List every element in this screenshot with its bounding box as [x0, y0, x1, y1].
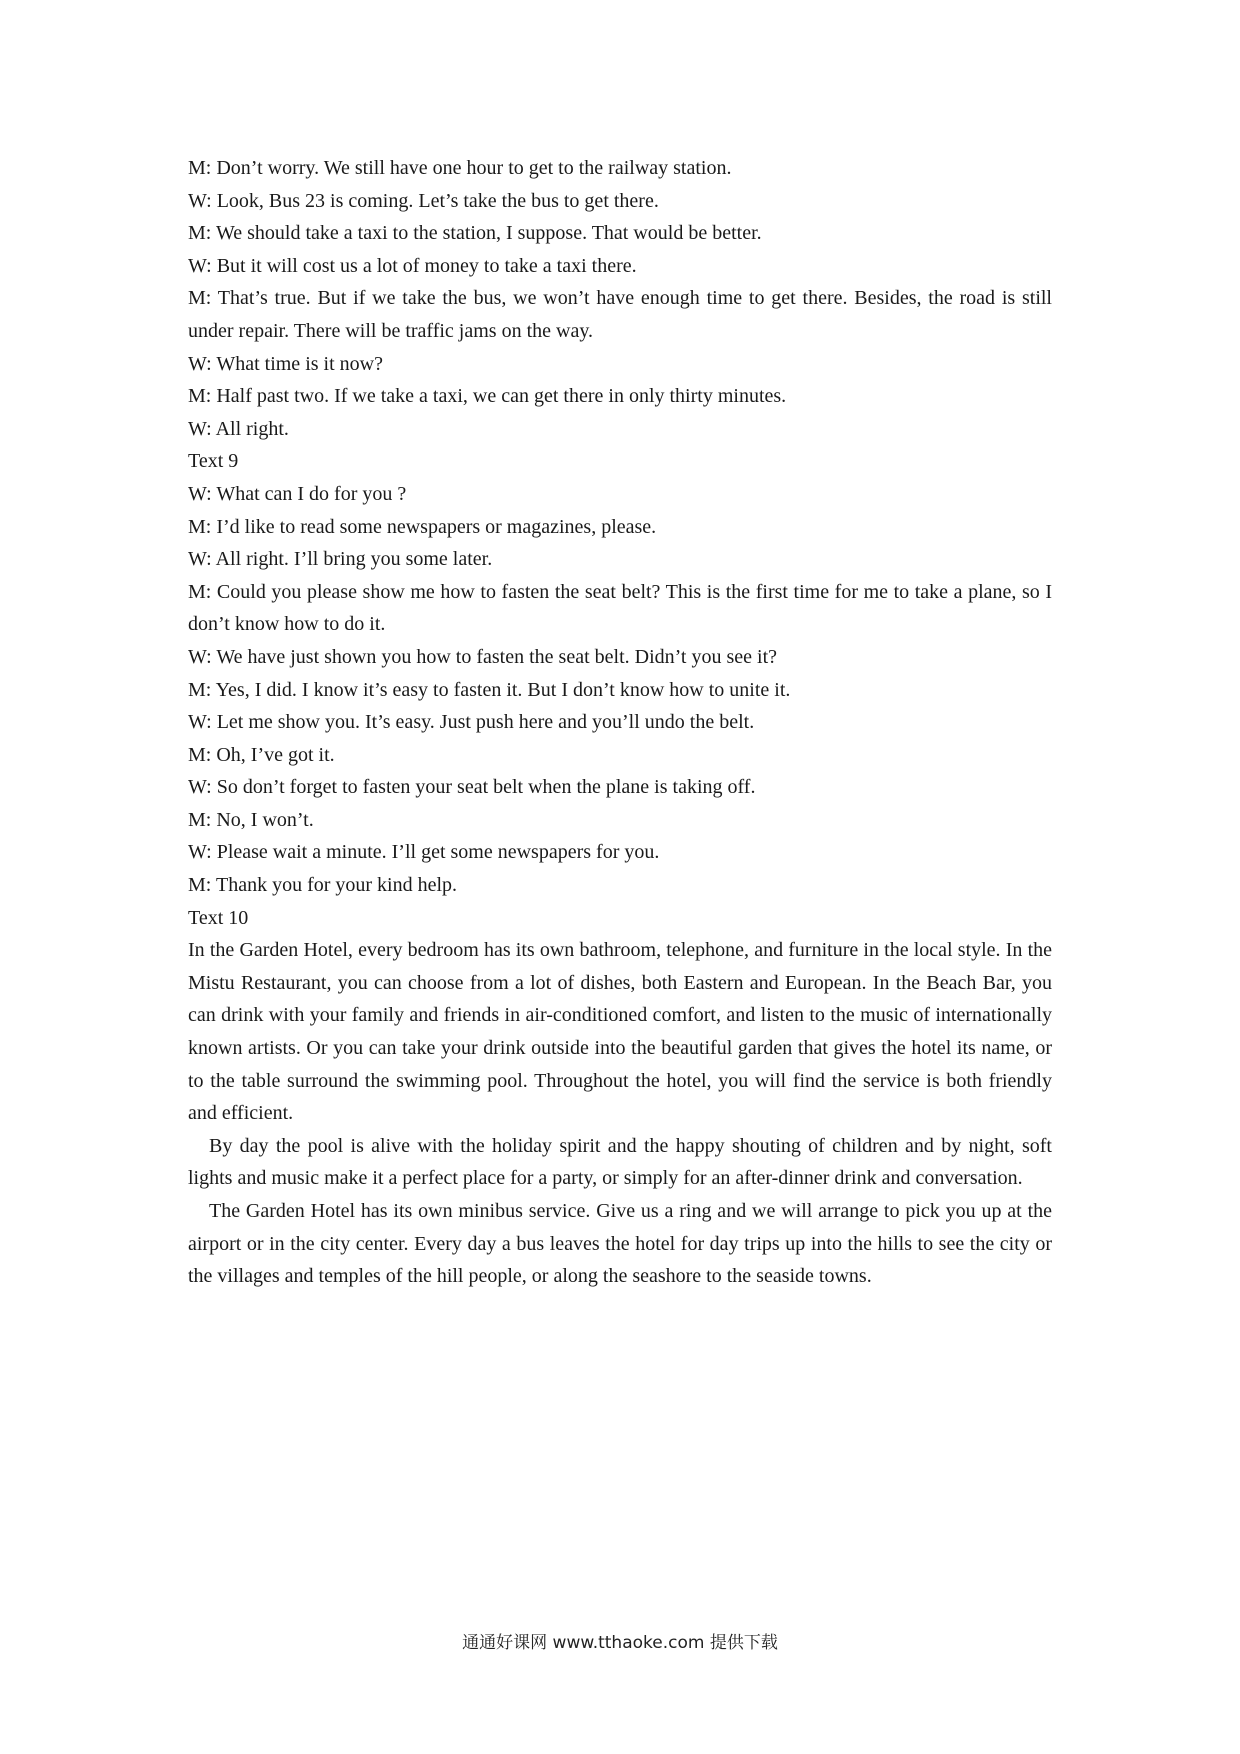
dialogue-line: M: Could you please show me how to fasten the seat belt? This is the first time for me to take a plane, so I don’t know how to do it.: [188, 580, 1052, 636]
dialogue-line: W: Look, Bus 23 is coming. Let’s take the bus to get there.: [188, 189, 659, 212]
dialogue-line: M: Thank you for your kind help.: [188, 874, 458, 897]
page-footer: 通通好课网 www.tthaoke.com 提供下载: [462, 1633, 778, 1653]
text-10-section: [188, 902, 1052, 1293]
dialogue-line: M: We should take a taxi to the station, I suppose. That would be better.: [188, 222, 762, 245]
body-paragraph: In the Garden Hotel, every bedroom has its own bathroom, telephone, and furniture in the local style. In the Mistu Restaurant, you can choose from a lot of dishes, both Eastern and European. In the Beach Bar, you can drink with your family and friends in air-conditioned comfort, and listen to the music of internationally known artists. Or you can take your drink outside into the beautiful garden that gives the hotel its name, or to the table surround the swimming pool. Throughout the hotel, you will find the service is both friendly and efficient.: [188, 939, 1052, 1125]
dialogue-line: W: We have just shown you how to fasten the seat belt. Didn’t you see it?: [188, 645, 778, 668]
dialogue-line: W: Let me show you. It’s easy. Just push here and you’ll undo the belt.: [188, 711, 755, 734]
dialogue-line: M: No, I won’t.: [188, 808, 314, 831]
dialogue-line: M: That’s true. But if we take the bus, we won’t have enough time to get there. Besides, the road is still under repair. There will be traffic jams on the way.: [188, 287, 1052, 342]
dialogue-line: W: All right. I’ll bring you some later.: [188, 548, 493, 571]
dialogue-section: [188, 152, 1052, 445]
section-heading: Text 9: [188, 450, 239, 473]
dialogue-line: M: Oh, I’ve got it.: [188, 743, 335, 766]
dialogue-line: W: What can I do for you ?: [188, 482, 407, 505]
dialogue-line: W: But it will cost us a lot of money to take a taxi there.: [188, 254, 637, 277]
document-body: [188, 152, 1052, 1293]
text-9-section: [188, 445, 1052, 901]
dialogue-line: W: All right.: [188, 417, 289, 440]
dialogue-line: M: I’d like to read some newspapers or magazines, please.: [188, 515, 657, 538]
section-heading: Text 10: [188, 906, 249, 929]
dialogue-line: W: Please wait a minute. I’ll get some newspapers for you.: [188, 841, 660, 864]
dialogue-line: M: Don’t worry. We still have one hour to get to the railway station.: [188, 157, 732, 179]
body-paragraph: By day the pool is alive with the holiday spirit and the happy shouting of children and by night, soft lights and music make it a perfect place for a party, or simply for an after-dinner drink and conversation.: [188, 1134, 1052, 1190]
dialogue-line: W: So don’t forget to fasten your seat belt when the plane is taking off.: [188, 776, 756, 799]
dialogue-line: M: Half past two. If we take a taxi, we can get there in only thirty minutes.: [188, 385, 787, 408]
body-paragraph: The Garden Hotel has its own minibus service. Give us a ring and we will arrange to pick you up at the airport or in the city center. Every day a bus leaves the hotel for day trips up into the hills to see the city or the villages and temples of the hill people, or along the seashore to the seaside towns.: [188, 1200, 1052, 1288]
dialogue-line: W: What time is it now?: [188, 352, 383, 375]
dialogue-line: M: Yes, I did. I know it’s easy to fasten it. But I don’t know how to unite it.: [188, 678, 791, 701]
